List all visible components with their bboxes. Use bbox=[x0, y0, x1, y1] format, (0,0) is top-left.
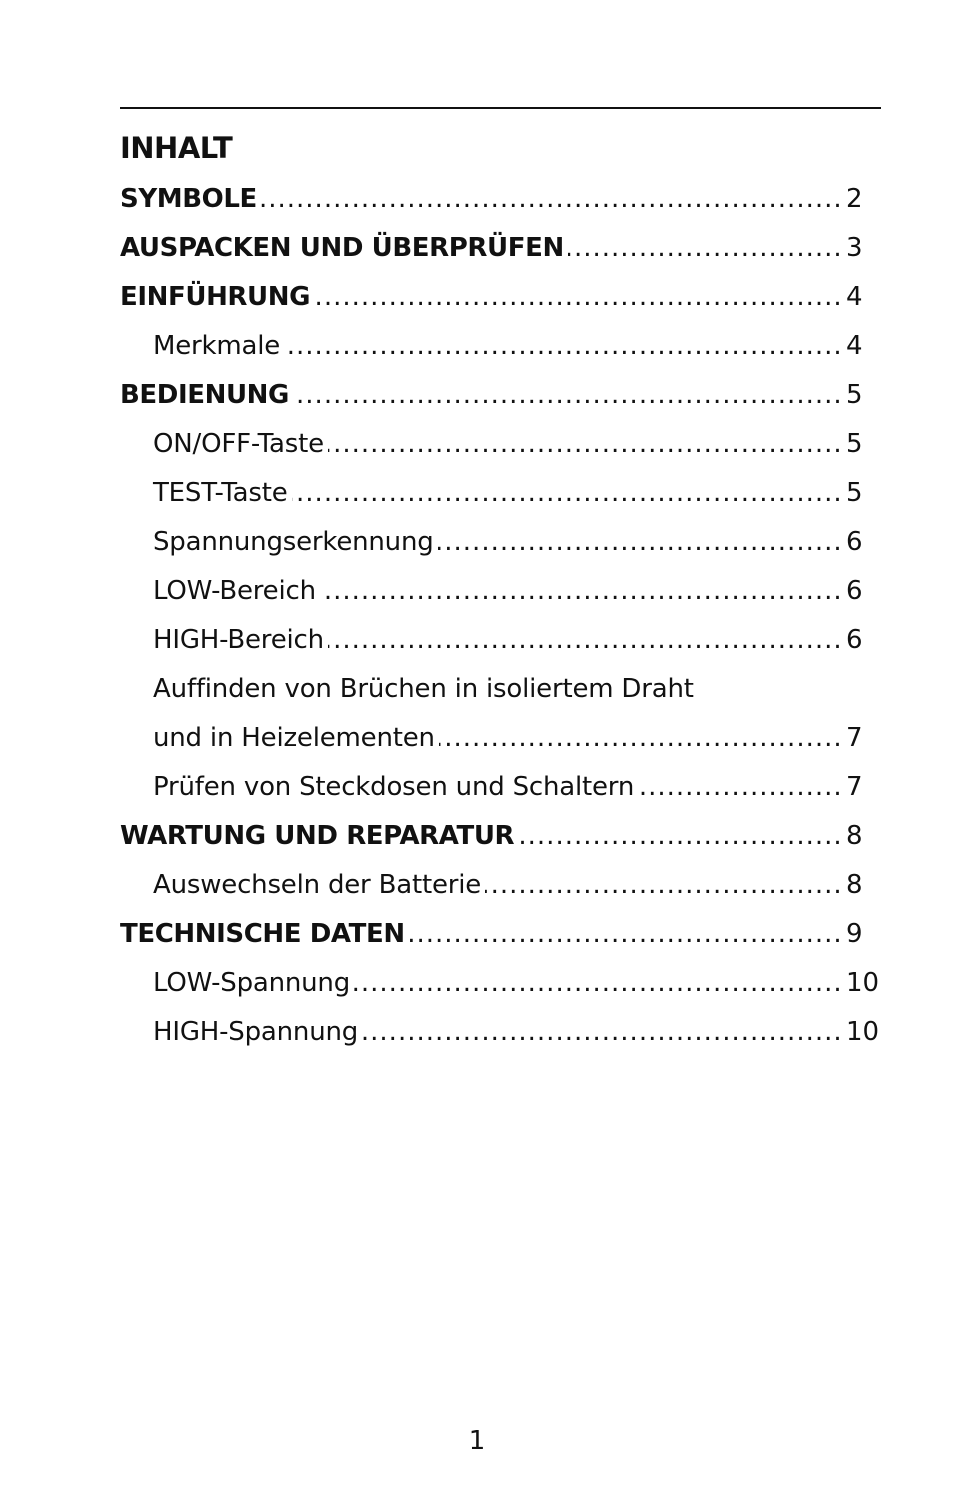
toc-subentry[interactable] bbox=[120, 518, 880, 567]
toc-entry-page: 6 bbox=[846, 518, 886, 567]
toc-entry-label: und in Heizelementen bbox=[120, 714, 439, 763]
toc-entry-page: 7 bbox=[846, 763, 886, 812]
toc-entry-label: LOW-Bereich bbox=[120, 567, 320, 616]
toc-entry[interactable] bbox=[120, 175, 880, 224]
page-title: INHALT bbox=[120, 131, 233, 165]
toc-entry-label: TEST-Taste bbox=[120, 469, 292, 518]
toc-entry-label: Prüfen von Steckdosen und Schaltern bbox=[120, 763, 638, 812]
toc-entry[interactable] bbox=[120, 224, 880, 273]
toc-entry-page: 5 bbox=[846, 469, 886, 518]
toc-entry-page: 3 bbox=[846, 224, 886, 273]
page-number: 1 bbox=[468, 1426, 486, 1456]
toc-subentry[interactable] bbox=[120, 959, 880, 1008]
toc-subentry[interactable] bbox=[120, 714, 880, 763]
toc-subentry[interactable] bbox=[120, 861, 880, 910]
toc-subentry[interactable] bbox=[120, 420, 880, 469]
table-of-contents bbox=[120, 175, 880, 1057]
toc-entry-page: 6 bbox=[846, 567, 886, 616]
toc-entry-label: HIGH-Bereich bbox=[120, 616, 328, 665]
toc-entry[interactable] bbox=[120, 273, 880, 322]
toc-entry-label: SYMBOLE bbox=[120, 175, 261, 224]
toc-subentry[interactable] bbox=[120, 567, 880, 616]
toc-entry-label: Auffinden von Brüchen in isoliertem Draht bbox=[120, 665, 698, 714]
toc-entry-page: 4 bbox=[846, 273, 886, 322]
toc-entry-label: Auswechseln der Batterie bbox=[120, 861, 485, 910]
toc-subentry[interactable] bbox=[120, 322, 880, 371]
toc-entry-label: HIGH-Spannung bbox=[120, 1008, 362, 1057]
toc-entry[interactable] bbox=[120, 812, 880, 861]
toc-entry-page: 9 bbox=[846, 910, 886, 959]
toc-entry-page: 5 bbox=[846, 371, 886, 420]
toc-subentry[interactable] bbox=[120, 469, 880, 518]
toc-entry-page: 2 bbox=[846, 175, 886, 224]
toc-entry-label: WARTUNG UND REPARATUR bbox=[120, 812, 518, 861]
toc-entry-label: Merkmale bbox=[120, 322, 284, 371]
toc-entry-page: 8 bbox=[846, 861, 886, 910]
toc-entry-page: 4 bbox=[846, 322, 886, 371]
toc-entry-label: Spannungserkennung bbox=[120, 518, 438, 567]
toc-entry-page: 10 bbox=[846, 1008, 886, 1057]
toc-subentry[interactable] bbox=[120, 1008, 880, 1057]
toc-entry-label: ON/OFF-Taste bbox=[120, 420, 328, 469]
toc-entry-label: EINFÜHRUNG bbox=[120, 273, 314, 322]
toc-entry-page: 10 bbox=[846, 959, 886, 1008]
toc-entry-page: 5 bbox=[846, 420, 886, 469]
top-rule bbox=[120, 107, 881, 109]
toc-subentry[interactable] bbox=[120, 665, 880, 714]
toc-entry-label: BEDIENUNG bbox=[120, 371, 293, 420]
toc-entry-label: AUSPACKEN UND ÜBERPRÜFEN bbox=[120, 224, 568, 273]
toc-entry-label: LOW-Spannung bbox=[120, 959, 354, 1008]
toc-entry[interactable] bbox=[120, 910, 880, 959]
toc-entry-page: 8 bbox=[846, 812, 886, 861]
toc-entry-page: 7 bbox=[846, 714, 886, 763]
toc-entry-label: TECHNISCHE DATEN bbox=[120, 910, 409, 959]
toc-subentry[interactable] bbox=[120, 763, 880, 812]
toc-subentry[interactable] bbox=[120, 616, 880, 665]
toc-entry[interactable] bbox=[120, 371, 880, 420]
toc-entry-page: 6 bbox=[846, 616, 886, 665]
